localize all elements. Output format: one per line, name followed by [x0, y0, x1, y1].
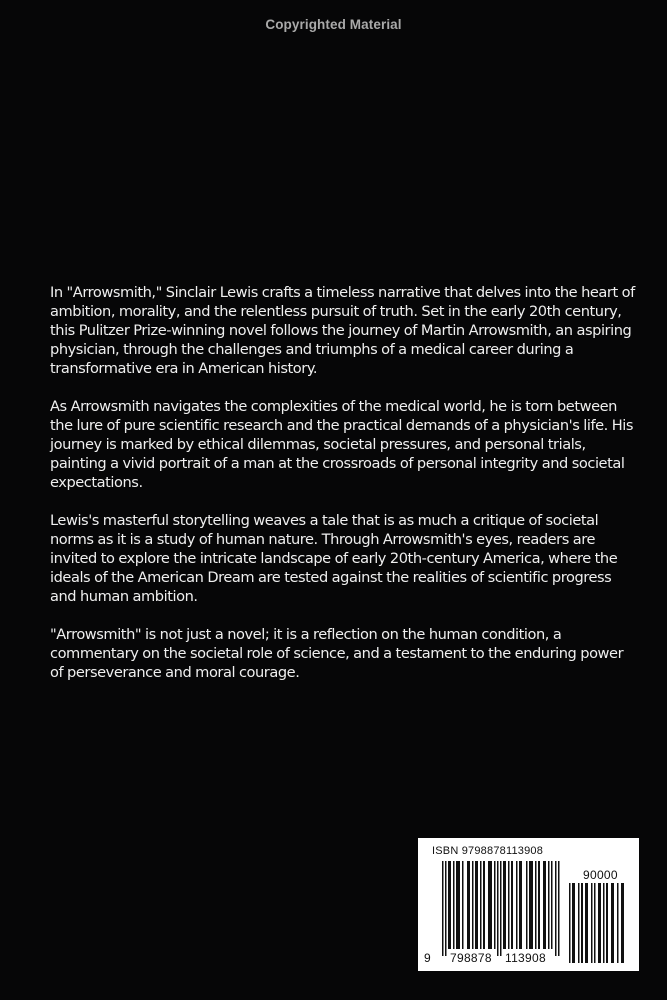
description-paragraph-4: "Arrowsmith" is not just a novel; it is a reflection on the human condition, a commentary on the societal role of science, and a testament to the enduring power of perseverance and moral courage. [50, 626, 624, 681]
description-paragraph-2: As Arrowsmith navigates the complexities of the medical world, he is torn between the lure of pure scientific research and the practical demands of a physician's life. His journey is marked by ethical dilemmas, societal pressures, and personal trials, painting a vivid portrait of a man at the crossroads of personal integrity and societal expectations. [50, 398, 634, 491]
barcode-left-digits: 798878 [450, 951, 492, 965]
barcode-lead-digit: 9 [424, 951, 431, 965]
description-paragraph-1: In "Arrowsmith," Sinclair Lewis crafts a timeless narrative that delves into the heart of ambition, morality, and the relentless pursuit of truth. Set in the early 20th century, this Pulitzer Prize-winning novel follows the journey of Martin Arrowsmith, an aspiring physician, through the challenges and triumphs of a medical career during a transformative era in American history. [50, 284, 635, 377]
addon-barcode-bars-icon [569, 883, 629, 963]
isbn-barcode [418, 838, 639, 971]
barcode-addon-digits: 90000 [583, 868, 618, 882]
isbn-label: ISBN 9798878113908 [432, 845, 544, 857]
book-description [50, 283, 635, 701]
barcode-right-digits: 113908 [505, 951, 546, 965]
ean13-barcode-bars-icon [442, 861, 560, 956]
copyrighted-material-watermark: Copyrighted Material [265, 17, 402, 32]
description-paragraph-3: Lewis's masterful storytelling weaves a tale that is as much a critique of societal norms as it is a study of human nature. Through Arrowsmith's eyes, readers are invited to explore the intricate landscape of early 20th-century America, where the ideals of the American Dream are tested against the realities of scientific progress and human ambition. [50, 512, 618, 605]
